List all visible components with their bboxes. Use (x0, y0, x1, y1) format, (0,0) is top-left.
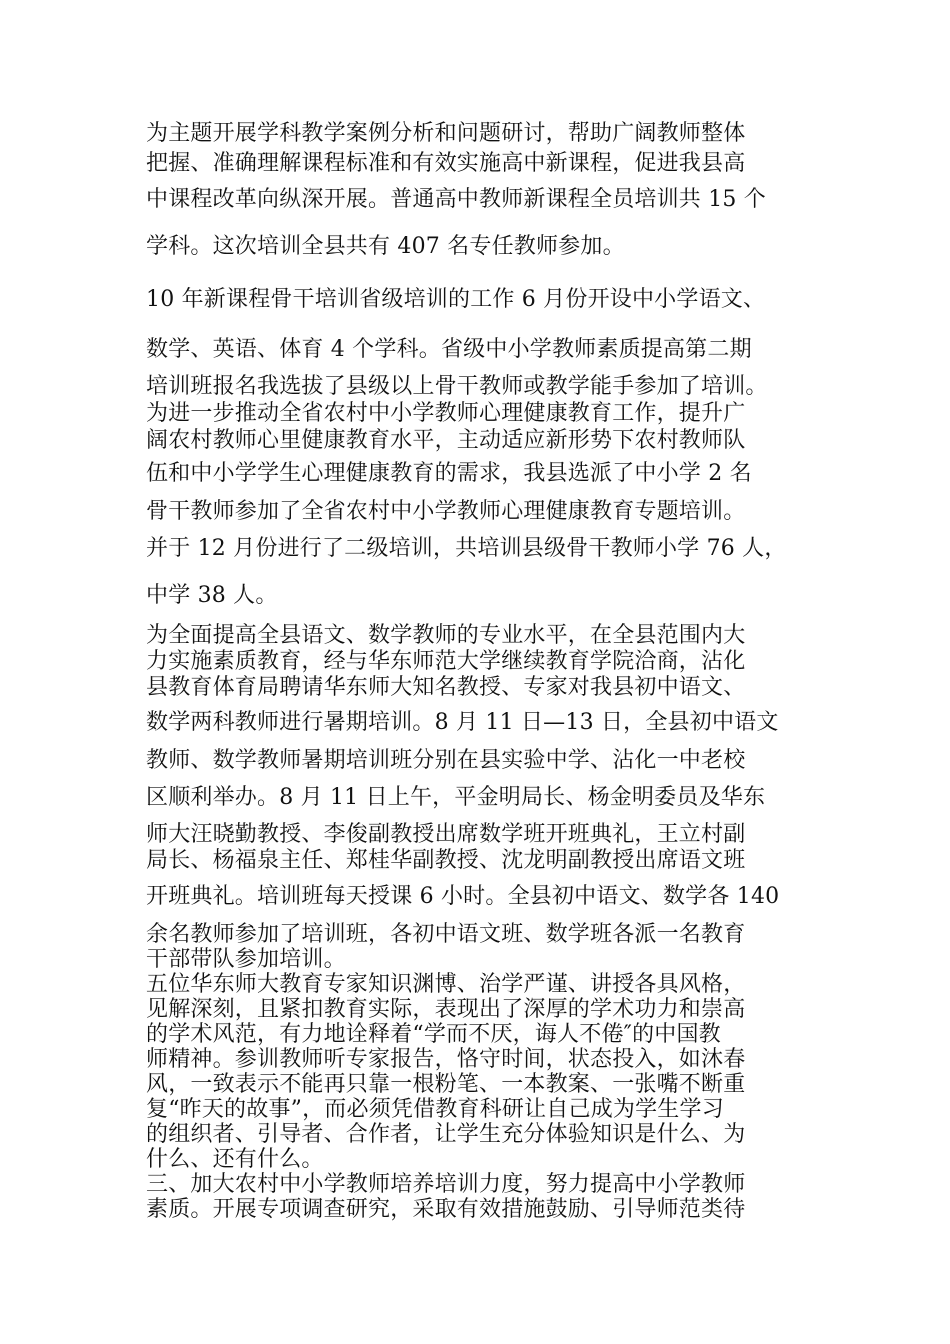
text-line: 县教育体育局聘请华东师大知名教授、专家对我县初中语文、 (146, 675, 746, 700)
text-line: 什么、还有什么。 (146, 1147, 324, 1172)
text-line: 开班典礼。培训班每天授课 6 小时。全县初中语文、数学各 140 (146, 884, 780, 909)
text-line: 中学 38 人。 (146, 583, 278, 608)
text-line: 风，一致表示不能再只靠一根粉笔、一本教案、一张嘴不断重 (146, 1072, 746, 1097)
text-line: 区顺利举办。8 月 11 日上午，平金明局长、杨金明委员及华东 (146, 785, 766, 810)
text-line: 见解深刻，且紧扣教育实际，表现出了深厚的学术功力和崇高 (146, 997, 746, 1022)
text-line: 干部带队参加培训。 (146, 947, 346, 972)
text-line: 师精神。参训教师听专家报告，恪守时间，状态投入，如沐春 (146, 1047, 746, 1072)
text-line: 为进一步推动全省农村中小学教师心理健康教育工作，提升广 (146, 401, 746, 426)
text-line: 师大汪晓勤教授、李俊副教授出席数学班开班典礼，王立村副 (146, 822, 746, 847)
text-line: 复“昨天的故事”，而必须凭借教育科研让自己成为学生学习 (146, 1097, 724, 1122)
text-line: 10 年新课程骨干培训省级培训的工作 6 月份开设中小学语文、 (146, 287, 766, 312)
text-line: 教师、数学教师暑期培训班分别在县实验中学、沾化一中老校 (146, 748, 746, 773)
text-line: 五位华东师大教育专家知识渊博、治学严谨、讲授各具风格， (146, 972, 746, 997)
text-line: 数学两科教师进行暑期培训。8 月 11 日—13 日，全县初中语文 (146, 710, 779, 735)
text-line: 的组织者、引导者、合作者，让学生充分体验知识是什么、为 (146, 1122, 746, 1147)
text-line: 骨干教师参加了全省农村中小学教师心理健康教育专题培训。 (146, 499, 746, 524)
text-line: 把握、准确理解课程标准和有效实施高中新课程，促进我县高 (146, 151, 746, 176)
text-line: 为主题开展学科教学案例分析和问题研讨，帮助广阔教师整体 (146, 121, 746, 146)
text-line: 并于 12 月份进行了二级培训，共培训县级骨干教师小学 76 人， (146, 536, 787, 561)
text-line: 培训班报名我选拔了县级以上骨干教师或教学能手参加了培训。 (146, 374, 768, 399)
text-line: 为全面提高全县语文、数学教师的专业水平，在全县范围内大 (146, 623, 746, 648)
text-line: 局长、杨福泉主任、郑桂华副教授、沈龙明副教授出席语文班 (146, 848, 746, 873)
text-line: 素质。开展专项调查研究，采取有效措施鼓励、引导师范类待 (146, 1197, 746, 1222)
text-line: 三、加大农村中小学教师培养培训力度，努力提高中小学教师 (146, 1172, 746, 1197)
text-line: 伍和中小学学生心理健康教育的需求，我县选派了中小学 2 名 (146, 461, 752, 486)
text-line: 中课程改革向纵深开展。普通高中教师新课程全员培训共 15 个 (146, 187, 766, 212)
text-line: 余名教师参加了培训班，各初中语文班、数学班各派一名教育 (146, 922, 746, 947)
text-line: 阔农村教师心里健康教育水平，主动适应新形势下农村教师队 (146, 428, 746, 453)
text-line: 的学术风范，有力地诠释着“学而不厌，诲人不倦″的中国教 (146, 1022, 721, 1047)
text-line: 学科。这次培训全县共有 407 名专任教师参加。 (146, 234, 625, 259)
text-line: 数学、英语、体育 4 个学科。省级中小学教师素质提高第二期 (146, 337, 752, 362)
text-line: 力实施素质教育，经与华东师范大学继续教育学院洽商，沾化 (146, 649, 746, 674)
